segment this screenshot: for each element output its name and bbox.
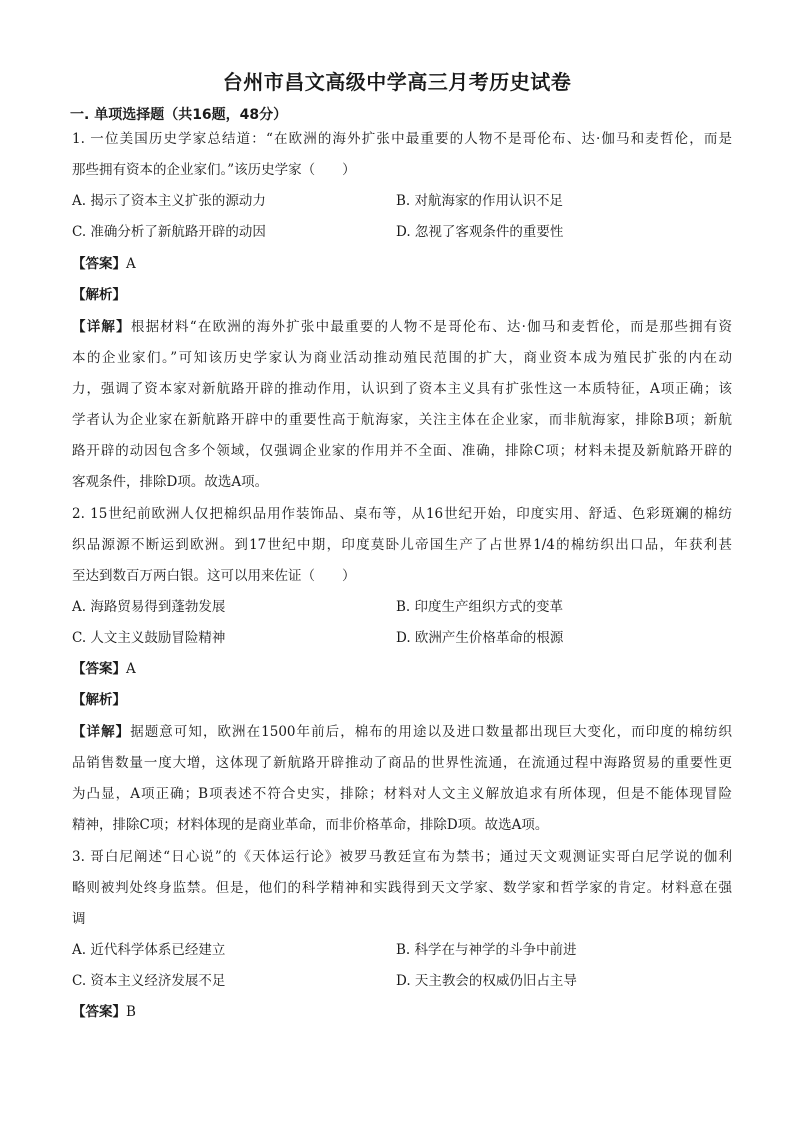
q1-detail-line-2: 本的企业家们。”可知该历史学家认为商业活动推动殖民范围的扩大，商业资本成为殖民扩张的内在动 <box>72 350 732 366</box>
detail-tag: 【详解】 <box>72 319 131 335</box>
q2-option-a: A. 海路贸易得到蓬勃发展 <box>72 599 226 615</box>
q3-option-c: C. 资本主义经济发展不足 <box>72 973 226 989</box>
q2-stem-line-1: 2. 15世纪前欧洲人仅把棉织品用作装饰品、桌布等，从16世纪开始，印度实用、舒适、色彩斑斓的棉纺 <box>72 506 732 522</box>
q3-answer <box>72 1003 732 1021</box>
q2-option-d: D. 欧洲产生价格革命的根源 <box>396 630 564 646</box>
q2-stem-line-3: 至达到数百万两白银。这可以用来佐证（ ） <box>72 568 356 584</box>
q2-analysis-tag <box>72 691 732 709</box>
answer-tag: 【答案】 <box>72 256 126 272</box>
q1-detail-line-4: 学者认为企业家在新航路开辟中的重要性高于航海家，关注主体在企业家，而非航海家，排除B项；新航 <box>72 412 732 428</box>
q3-option-b: B. 科学在与神学的斗争中前进 <box>396 942 577 958</box>
q2-option-b: B. 印度生产组织方式的变革 <box>396 599 564 615</box>
q3-option-d: D. 天主教会的权威仍旧占主导 <box>396 973 577 989</box>
q3-answer-value: B <box>126 1004 136 1020</box>
answer-tag: 【答案】 <box>72 1004 126 1020</box>
q1-stem-line-1: 1. 一位美国历史学家总结道：“在欧洲的海外扩张中最重要的人物不是哥伦布、达·伽马和麦哲伦，而是 <box>72 131 732 147</box>
analysis-tag: 【解析】 <box>72 692 126 708</box>
section-heading: 一. 单项选择题（共16题，48分） <box>70 107 288 123</box>
q1-option-d: D. 忽视了客观条件的重要性 <box>396 224 564 240</box>
detail-tag: 【详解】 <box>72 724 131 740</box>
q2-detail-line-1 <box>72 723 732 741</box>
q1-stem-line-2: 那些拥有资本的企业家们。”该历史学家（ ） <box>72 162 356 178</box>
q1-analysis-tag <box>72 286 732 304</box>
q1-option-a: A. 揭示了资本主义扩张的源动力 <box>72 193 266 209</box>
q2-detail-text-1: 据题意可知，欧洲在1500年前后，棉布的用途以及进口数量都出现巨大变化，而印度的棉纺织 <box>130 724 732 740</box>
q1-detail-line-1 <box>72 318 732 336</box>
q3-option-a: A. 近代科学体系已经建立 <box>72 942 226 958</box>
q2-answer-value: A <box>126 661 136 677</box>
q1-detail-line-3: 力，强调了资本家对新航路开辟的推动作用，认识到了资本主义具有扩张性这一本质特征，A项正确；该 <box>72 381 732 397</box>
q2-answer <box>72 660 732 678</box>
q1-option-c: C. 准确分析了新航路开辟的动因 <box>72 224 266 240</box>
q3-stem-line-2: 略则被判处终身监禁。但是，他们的科学精神和实践得到天文学家、数学家和哲学家的肯定。材料意在强 <box>72 880 732 896</box>
answer-tag: 【答案】 <box>72 661 126 677</box>
q3-stem-line-1: 3. 哥白尼阐述“日心说”的《天体运行论》被罗马教廷宣布为禁书；通过天文观测证实哥白尼学说的伽利 <box>72 849 732 865</box>
page-title: 台州市昌文高级中学高三月考历史试卷 <box>222 70 572 94</box>
q2-detail-line-4: 精神，排除C项；材料体现的是商业革命，而非价格革命，排除D项。故选A项。 <box>72 817 549 833</box>
q2-option-c: C. 人文主义鼓励冒险精神 <box>72 630 226 646</box>
q2-stem-line-2: 织品源源不断运到欧洲。到17世纪中期，印度莫卧儿帝国生产了占世界1/4的棉纺织出口品，年获利甚 <box>72 537 732 553</box>
analysis-tag: 【解析】 <box>72 287 126 303</box>
q3-stem-line-3: 调 <box>72 911 86 927</box>
q1-option-b: B. 对航海家的作用认识不足 <box>396 193 564 209</box>
q1-answer <box>72 255 732 273</box>
q1-answer-value: A <box>126 256 136 272</box>
q1-detail-line-5: 路开辟的动因包含多个领域，仅强调企业家的作用并不全面、准确，排除C项；材料未提及新航路开辟的 <box>72 443 732 459</box>
q2-detail-line-3: 为凸显，A项正确；B项表述不符合史实，排除；材料对人文主义解放追求有所体现，但是不能体现冒险 <box>72 786 732 802</box>
q2-detail-line-2: 品销售数量一度大增，这体现了新航路开辟推动了商品的世界性流通，在流通过程中海路贸易的重要性更 <box>72 755 732 771</box>
q1-detail-line-6: 客观条件，排除D项。故选A项。 <box>72 474 269 490</box>
q1-detail-text-1: 根据材料“在欧洲的海外扩张中最重要的人物不是哥伦布、达·伽马和麦哲伦，而是那些拥有资 <box>130 319 732 335</box>
